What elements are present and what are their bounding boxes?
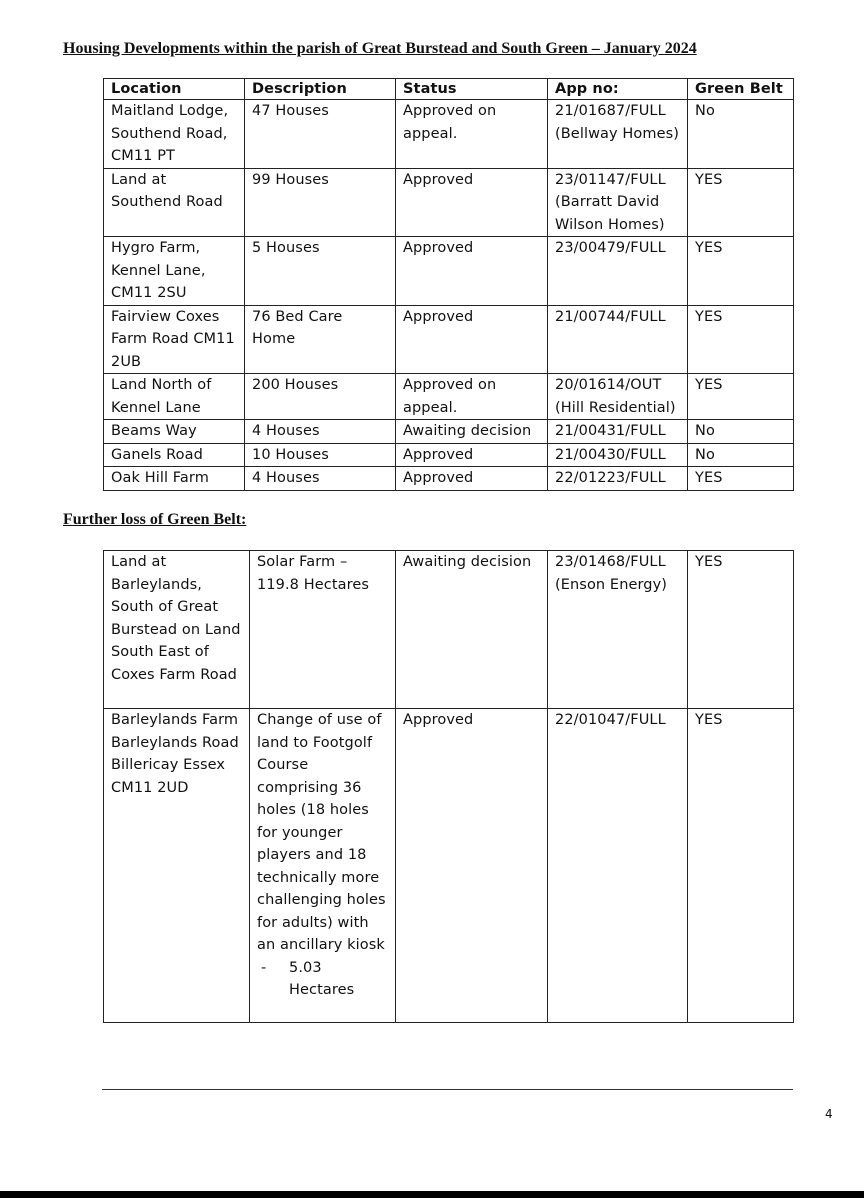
cell-location: Hygro Farm, Kennel Lane, CM11 2SU [104,237,245,306]
cell-status: Awaiting decision [396,551,548,709]
table-row [104,443,794,467]
column-header-green-belt: Green Belt [688,79,794,100]
column-header-app-no: App no: [548,79,688,100]
table-row [104,237,794,306]
cell-app-no: 22/01047/FULL [548,709,688,1023]
cell-description: 4 Houses [245,420,396,444]
cell-description: 47 Houses [245,100,396,169]
table-row [104,374,794,420]
cell-app-no: 21/01687/FULL (Bellway Homes) [548,100,688,169]
cell-status: Approved [396,467,548,491]
cell-green-belt: YES [688,305,794,374]
cell-app-no: 23/00479/FULL [548,237,688,306]
cell-green-belt: YES [688,467,794,491]
page-bottom-edge [0,1191,864,1198]
cell-status: Approved [396,709,548,1023]
cell-description [250,709,396,1023]
cell-description: 99 Houses [245,168,396,237]
green-belt-loss-table [103,550,794,1023]
footer-divider [102,1089,793,1090]
table-header-row [104,79,794,100]
cell-app-no: 21/00744/FULL [548,305,688,374]
cell-location: Land at Southend Road [104,168,245,237]
description-text: Change of use of land to Footgolf Course comprising 36 holes (18 holes for younger players and 18 technically more challenging holes for adults) with an ancillary kiosk [257,712,386,953]
cell-description: 10 Houses [245,443,396,467]
cell-location: Ganels Road [104,443,245,467]
page-number: 4 [825,1107,833,1121]
cell-app-no: 21/00430/FULL [548,443,688,467]
section-subheading: Further loss of Green Belt: [63,511,247,528]
document-heading: Housing Developments within the parish of Great Burstead and South Green – January 2024 [63,40,697,57]
cell-status: Approved [396,168,548,237]
bullet-dash: - [261,959,267,976]
cell-status: Approved on appeal. [396,374,548,420]
cell-location: Land North of Kennel Lane [104,374,245,420]
cell-location: Fairview Coxes Farm Road CM11 2UB [104,305,245,374]
cell-location: Oak Hill Farm [104,467,245,491]
table-row [104,305,794,374]
cell-description: 5 Houses [245,237,396,306]
table-row [104,420,794,444]
column-header-status: Status [396,79,548,100]
cell-green-belt: YES [688,374,794,420]
cell-description: 76 Bed Care Home [245,305,396,374]
cell-green-belt: No [688,443,794,467]
table-row [104,551,794,709]
cell-description: Solar Farm – 119.8 Hectares [250,551,396,709]
table-row [104,467,794,491]
bullet-text: 5.03 Hectares [289,959,355,998]
cell-location: Maitland Lodge, Southend Road, CM11 PT [104,100,245,169]
cell-green-belt: YES [688,237,794,306]
cell-status: Approved [396,305,548,374]
cell-app-no: 20/01614/OUT (Hill Residential) [548,374,688,420]
housing-developments-table [103,78,794,491]
cell-description: 200 Houses [245,374,396,420]
cell-location: Barleylands Farm Barleylands Road Billericay Essex CM11 2UD [104,709,250,1023]
table-row [104,168,794,237]
table-row [104,709,794,1023]
cell-green-belt: No [688,420,794,444]
cell-description: 4 Houses [245,467,396,491]
cell-status: Approved on appeal. [396,100,548,169]
cell-app-no: 22/01223/FULL [548,467,688,491]
column-header-description: Description [245,79,396,100]
cell-status: Approved [396,443,548,467]
cell-location: Land at Barleylands, South of Great Burstead on Land South East of Coxes Farm Road [104,551,250,709]
cell-status: Approved [396,237,548,306]
cell-green-belt: YES [688,168,794,237]
cell-app-no: 23/01147/FULL (Barratt David Wilson Homes) [548,168,688,237]
cell-app-no: 23/01468/FULL (Enson Energy) [548,551,688,709]
cell-green-belt: YES [688,709,794,1023]
description-bullet-item [257,957,389,1002]
cell-green-belt: No [688,100,794,169]
cell-green-belt: YES [688,551,794,709]
table-row [104,100,794,169]
cell-location: Beams Way [104,420,245,444]
cell-status: Awaiting decision [396,420,548,444]
cell-app-no: 21/00431/FULL [548,420,688,444]
column-header-location: Location [104,79,245,100]
